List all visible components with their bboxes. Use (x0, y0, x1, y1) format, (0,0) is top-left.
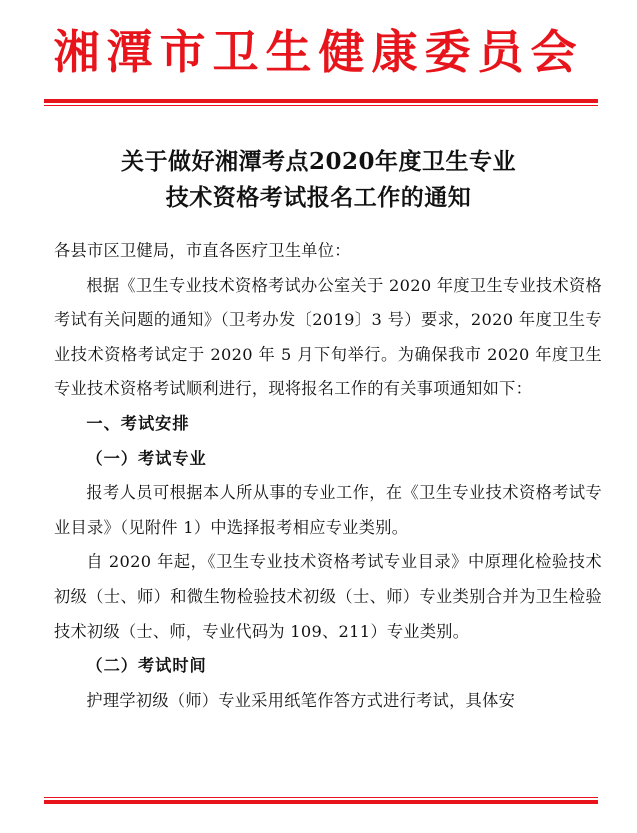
document-body (54, 234, 602, 718)
subsection-heading-exam-time: （二）考试时间 (86, 656, 207, 676)
subsection-heading-exam-specialty: （一）考试专业 (86, 448, 207, 468)
paragraph-exam-time: 护理学初级（师）专业采用纸笔作答方式进行考试，具体安 (86, 690, 516, 710)
masthead-rule-thick (44, 99, 598, 103)
paragraph-specialty-choice: 报考人员可根据本人所从事的专业工作，在《卫生专业技术资格考试专业目录》（见附件 1）中选择报考相应专业类别。 (54, 483, 602, 537)
document-title-line2: 技术资格考试报名工作的通知 (165, 184, 472, 211)
paragraph-intro: 根据《卫生专业技术资格考试办公室关于 2020 年度卫生专业技术资格考试有关问题的通知》（卫考办发〔2019〕3 号）要求，2020 年度卫生专业技术资格考试定于 2020 年 5 月下旬举行。为确保我市 2020 年度卫生专业技术资格考试顺利进行，现将报名工作的有关事项通知如下： (54, 275, 602, 399)
footer-rule-thick (44, 800, 598, 804)
section-heading-exam-arrangement: 一、考试安排 (86, 413, 190, 433)
paragraph-specialty-merge: 自 2020 年起，《卫生专业技术资格考试专业目录》中原理化检验技术初级（士、师）和微生物检验技术初级（士、师）专业类别合并为卫生检验技术初级（士、师，专业代码为 109、211）专业类别。 (54, 552, 602, 641)
masthead-rule-thin (44, 105, 598, 106)
salutation: 各县市区卫健局，市直各医疗卫生单位： (54, 241, 351, 260)
document-title-line1: 关于做好湘潭考点2020年度卫生专业 (120, 148, 516, 175)
footer-rule-thin (44, 797, 598, 798)
masthead-title: 湘潭市卫生健康委员会 (53, 25, 584, 79)
